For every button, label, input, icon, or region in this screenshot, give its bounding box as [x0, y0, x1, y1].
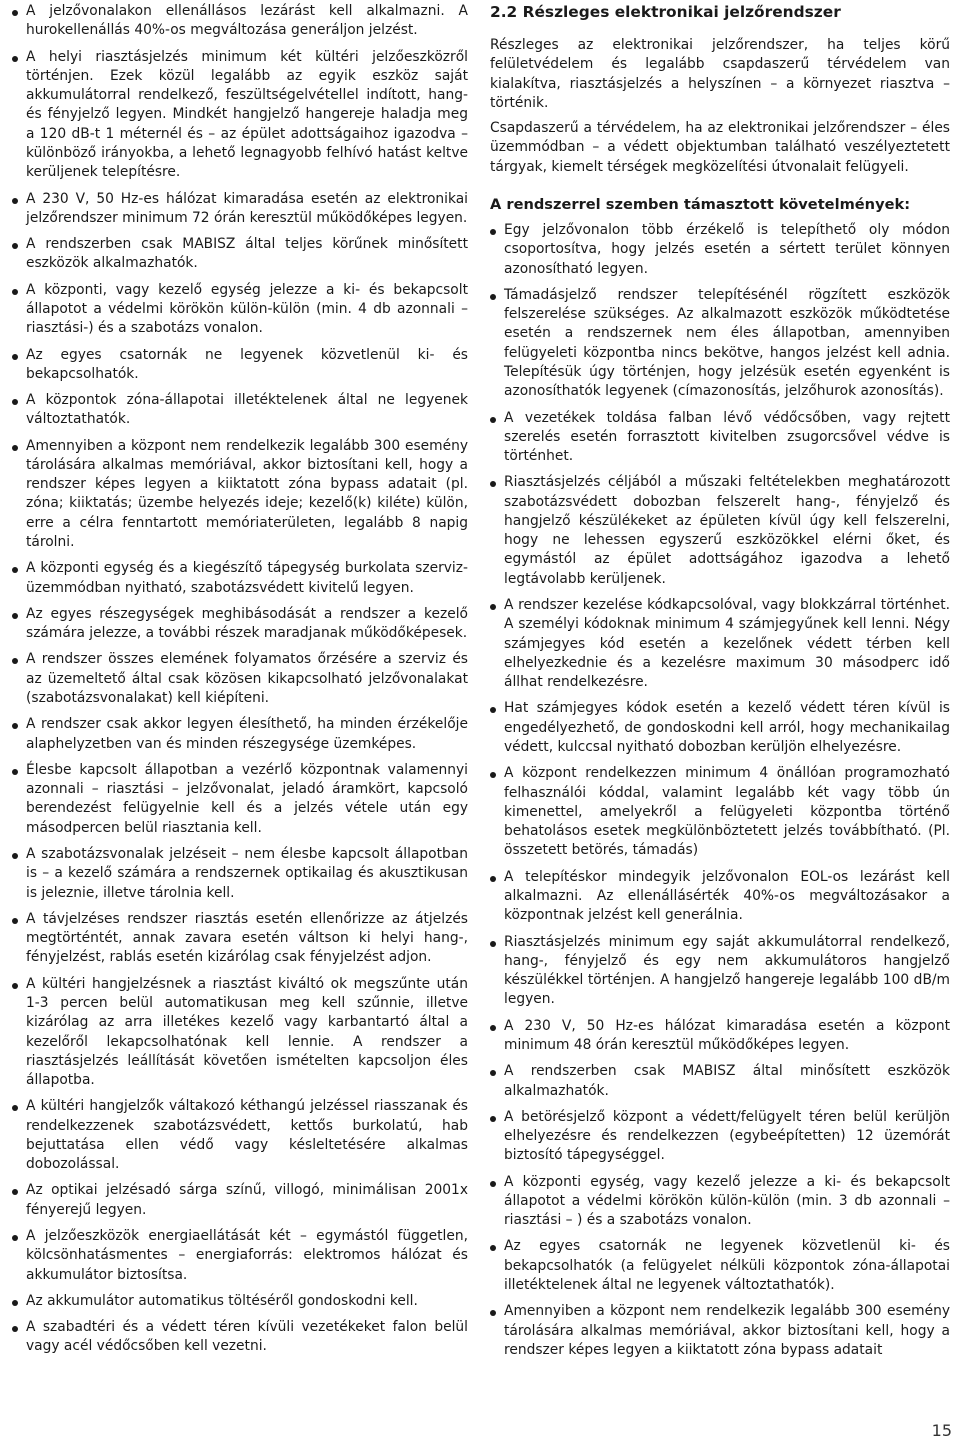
list-item: Az optikai jelzésadó sárga színű, villogó, minimálisan 2001x fényerejű legyen.	[12, 1181, 468, 1220]
right-column	[490, 2, 950, 1367]
list-item: A központok zóna-állapotai illetéktelenek által ne legyenek változtathatók.	[12, 391, 468, 430]
list-item: A központi egység, vagy kezelő jelezze a ki- és bekapcsolt állapotot a védelmi körökön külön-külön (min. 3 db azonnali – riasztási – ) és a szabotázs vonalon.	[490, 1173, 950, 1231]
list-item: A központi, vagy kezelő egység jelezze a ki- és bekapcsolt állapotot a védelmi körökön külön-külön (min. 4 db azonnali – riasztási-) és a szabotázs vonalon.	[12, 281, 468, 339]
list-item: Támadásjelző rendszer telepítésénél rögzített eszközök felszerelése szükséges. Az alkalmazott eszközök működtetése esetén a rendszernek nem éles állapotban, amennyiben felügyeleti központba nincs bekötve, hangos jelzést kell adnia. Telepítésük úgy történjen, hogy jelzésük esetén egyenként is azonosíthatók legyenek (címazonosítás, jelzőhurok azonosítás).	[490, 286, 950, 402]
paragraph: Csapdaszerű a térvédelem, ha az elektronikai jelzőrendszer – éles üzemmódban – a védett objektumban található veszélyeztetett tárgyak, kiemelt térségek megközelítési útvonalait felügyeli.	[490, 120, 950, 175]
list-item: Riasztásjelzés minimum egy saját akkumulátorral rendelkező, hang-, fényjelző és egy nem akkumulátoros hangjelző készülékkel történjen. A hangjelző hangereje legalább 100 dB/m legyen.	[490, 933, 950, 1010]
list-item: A távjelzéses rendszer riasztás esetén ellenőrizze az átjelzés megtörténtét, annak zavara esetén váltson ki helyi hang-, fényjelzést, rablás esetén kizárólag csak fényjelzést adjon.	[12, 910, 468, 968]
right-bullet-list	[490, 221, 950, 1360]
list-item: Amennyiben a központ nem rendelkezik legalább 300 esemény tárolására alkalmas memóriával, akkor biztosítani kell, hogy a rendszer képes legyen a kiiktatott zóna bypass adatait (pl. zóna; kiiktatás; üzembe helyezés ideje; kezelő(k) kiléte) külön, erre a célra fenntartott memóriaterületen, legalább 8 napig tárolni.	[12, 437, 468, 553]
list-item: A rendszer összes elemének folyamatos őrzésére a szerviz és az üzemeltető által csak közösen kikapcsolható jelzővonalakat (szabotázsvonalakat) kell kiépíteni.	[12, 650, 468, 708]
list-item: Az egyes csatornák ne legyenek közvetlenül ki- és bekapcsolhatók.	[12, 346, 468, 385]
list-item: A szabadtéri és a védett téren kívüli vezetékeket falon belül vagy acél védőcsőben kell vezetni.	[12, 1318, 468, 1357]
list-item: A rendszer csak akkor legyen élesíthető, ha minden érzékelője alaphelyzetben van és minden részegysége üzemképes.	[12, 715, 468, 754]
list-item: A betörésjelző központ a védett/felügyelt téren belül kerüljön elhelyezésre és rendelkezzen (egybeépítetten) 12 üzemórát biztosító tápegységgel.	[490, 1108, 950, 1166]
list-item: Amennyiben a központ nem rendelkezik legalább 300 esemény tárolására alkalmas memóriával, akkor biztosítani kell, hogy a rendszer képes legyen a kiiktatott zóna bypass adatait	[490, 1302, 950, 1360]
list-item: A központi egység és a kiegészítő tápegység burkolata szerviz-üzemmódban nyitható, szabotázsvédett kivitelű legyen.	[12, 559, 468, 598]
list-item: A kültéri hangjelzésnek a riasztást kiváltó ok megszűnte után 1-3 percen belül automatikusan meg kell szűnnie, illetve kizárólag az arra illetékes kezelő vagy karbantartó által a kezelőről lekapcsolhatónak kell lennie. A rendszer a riasztásjelzés leállítását követően ismételten kapcsoljon éles állapotba.	[12, 975, 468, 1091]
list-item: A 230 V, 50 Hz-es hálózat kimaradása esetén az elektronikai jelzőrendszer minimum 72 órán keresztül működőképes legyen.	[12, 190, 468, 229]
list-item: A rendszerben csak MABISZ által teljes körűnek minősített eszközök alkalmazhatók.	[12, 235, 468, 274]
page-number: 15	[931, 1421, 952, 1440]
list-item: Az egyes csatornák ne legyenek közvetlenül ki- és bekapcsolhatók (a felügyelet nélküli központok zóna-állapotai illetéktelenek által ne legyenek változtathatók).	[490, 1237, 950, 1295]
requirements-heading: A rendszerrel szemben támasztott követelmények:	[490, 195, 911, 213]
list-item: Az akkumulátor automatikus töltéséről gondoskodni kell.	[12, 1292, 468, 1311]
list-item: A kültéri hangjelzők váltakozó kéthangú jelzéssel riasszanak és rendelkezzenek szabotázsvédett, kettős burkolatú, hab bejuttatása ellen védő vagy késleltetésére alkalmas dobozolással.	[12, 1097, 468, 1174]
list-item: A jelzővonalakon ellenállásos lezárást kell alkalmazni. A hurokellenállás 40%-os megváltozása generáljon jelzést.	[12, 2, 468, 41]
list-item: A telepítéskor mindegyik jelzővonalon EOL-os lezárást kell alkalmazni. Az ellenállásérték 40%-os megváltozásakor a központnak jelzést kell generálnia.	[490, 868, 950, 926]
list-item: A vezetékek toldása falban lévő védőcsőben, vagy rejtett szerelés esetén forrasztott kivitelben zsugorcsővel védve is történhet.	[490, 409, 950, 467]
list-item: A rendszerben csak MABISZ által minősített eszközök alkalmazhatók.	[490, 1062, 950, 1101]
list-item: A központ rendelkezzen minimum 4 önállóan programozható felhasználói kóddal, valamint legalább két vagy több ún kimenettel, amelyekről a felügyeleti központba történő behatolásos esetek megkülönböztetett jelzés továbbítható. (Pl. összetett betörés, támadás)	[490, 764, 950, 860]
list-item: Hat számjegyes kódok esetén a kezelő védett téren kívül is engedélyezhető, de gondoskodni kell arról, hogy mechanikailag védett, kulccsal nyitható dobozban kerüljön elhelyezésre.	[490, 699, 950, 757]
list-item: A jelzőeszközök energiaellátását két – egymástól független, kölcsönhatásmentes – energiaforrás: elektromos hálózat és akkumulátor biztosítsa.	[12, 1227, 468, 1285]
list-item: Riasztásjelzés céljából a műszaki feltételekben meghatározott szabotázsvédett dobozban felszerelt hang-, fényjelző és hangjelző készülékeket az épületen kívül úgy kell felszerelni, hogy ne lehessen egyszerű eszközökkel elérni őket, és egymástól az épület adottságához igazodva a lehető legtávolabb kerüljenek.	[490, 473, 950, 589]
list-item: A helyi riasztásjelzés minimum két kültéri jelzőeszközről történjen. Ezek közül legalább az egyik eszköz saját akkumulátorral rendelkező, feszültségelvétellel indított, hang- és fényjelző legyen. Mindkét hangjelző hangereje haladja meg a 120 dB-t 1 méternél és – az épület adottságaihoz igazodva – különböző irányokba, a lehető legnagyobb felhívó hatást keltve kerüljenek telepítésre.	[12, 48, 468, 183]
left-bullet-list	[12, 2, 468, 1357]
paragraph: Részleges az elektronikai jelzőrendszer, ha teljes körű felületvédelem és legalább csapdaszerű térvédelem van kialakítva, riasztásjelzés a helyszínen – a környezet riasztva – történik.	[490, 37, 950, 111]
list-item: Élesbe kapcsolt állapotban a vezérlő központnak valamennyi azonnali – riasztási – jelzővonalat, jeladó áramkört, kapcsoló berendezést felügyelnie kell és a jelzés vétele után egy másodpercen belül riasztania kell.	[12, 761, 468, 838]
section-title: 2.2 Részleges elektronikai jelzőrendszer	[490, 3, 841, 21]
list-item: Az egyes részegységek meghibásodását a rendszer a kezelő számára jelezze, a további részek maradjanak működőképesek.	[12, 605, 468, 644]
list-item: A szabotázsvonalak jelzéseit – nem élesbe kapcsolt állapotban is – a kezelő számára a rendszernek optikailag és akusztikusan is jeleznie, illetve tárolnia kell.	[12, 845, 468, 903]
list-item: A rendszer kezelése kódkapcsolóval, vagy blokkzárral történhet. A személyi kódoknak minimum 4 számjegyűnek kell lenni. Négy számjegyes kód esetén a kezelőnek védett térben kell elhelyezkednie és a kezelésre maximum 30 másodperc idő állhat rendelkezésre.	[490, 596, 950, 692]
list-item: A 230 V, 50 Hz-es hálózat kimaradása esetén a központ minimum 48 órán keresztül működőképes legyen.	[490, 1017, 950, 1056]
left-column	[12, 2, 468, 1364]
list-item: Egy jelzővonalon több érzékelő is telepíthető oly módon csoportosítva, hogy jelzés esetén a sértett terület könnyen azonosítható legyen.	[490, 221, 950, 279]
